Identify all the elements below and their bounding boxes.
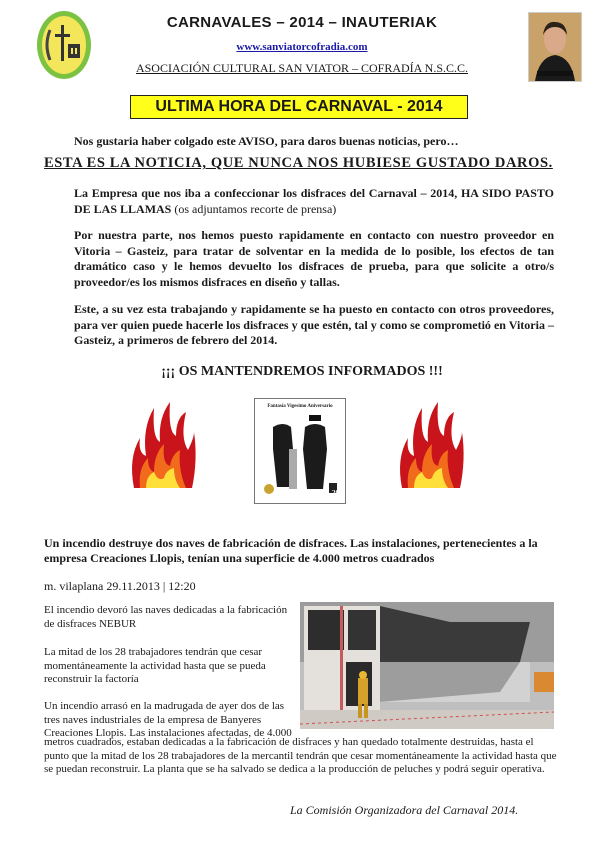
- flame-icon: [396, 398, 466, 490]
- paragraph-update: Este, a su vez esta trabajando y rapidamente se ha puesto en contacto con otros proveedores, para ver quien puede hacerle los disfraces y que estén, tal y como se comprometió en Vitoria – Gasteiz, a primeros de febrero del 2014.: [74, 302, 554, 347]
- website-link[interactable]: www.sanviatorcofradia.com: [236, 41, 368, 53]
- keep-informed-text: ¡¡¡ OS MANTENDREMOS INFORMADOS !!!: [161, 364, 443, 379]
- poster-number: 20: [332, 489, 339, 497]
- fire-damage-photo: [300, 602, 554, 729]
- portrait-photo: [528, 12, 582, 82]
- paragraph-fire-note: (os adjuntamos recorte de prensa): [171, 201, 337, 216]
- signature: La Comisión Organizadora del Carnaval 2014.: [290, 803, 519, 817]
- paragraph-fire-bold: La Empresa que nos iba a confeccionar los disfraces del Carnaval – 2014, HA SIDO PASTO DE LAS LLAMAS: [74, 186, 554, 216]
- costume-poster: [254, 398, 346, 504]
- news-headline: Un incendio destruye dos naves de fabricación de disfraces. Las instalaciones, pertenecientes a la empresa Creaciones Llopis, tenían una superficie de 4.000 metros cuadrados: [44, 536, 538, 565]
- intro-text: Nos gustaria haber colgado este AVISO, para daros buenas noticias, pero…: [74, 134, 459, 148]
- document-title: CARNAVALES – 2014 – INAUTERIAK: [166, 14, 438, 31]
- news-body-start: Un incendio arrasó en la madrugada de ayer dos de las tres naves industriales de la empresa de Banyeres Creaciones Llopis. Las instalaciones afectadas, de 4.000: [44, 700, 292, 739]
- paragraph-fire: [74, 186, 554, 217]
- news-summary-2: La mitad de los 28 trabajadores tendrán que cesar momentáneamente la actividad hasta que se pueda reconstruir la factoría: [44, 646, 266, 685]
- breaking-news-banner: ULTIMA HORA DEL CARNAVAL - 2014: [130, 95, 468, 119]
- association-name: ASOCIACIÓN CULTURAL SAN VIATOR – COFRADÍA N.S.C.C.: [135, 61, 469, 75]
- main-headline: ESTA ES LA NOTICIA, QUE NUNCA NOS HUBIESE GUSTADO DAROS.: [44, 155, 553, 171]
- news-body-continued: metros cuadrados, estaban dedicadas a la fabricación de disfraces y han quedado totalmente destruidas, hasta el punto que la mitad de los 28 trabajadores de la mercantil tendrán que cesar momentáneamente la actividad hasta que se puedan reconstruir. La planta que se ha salvado se dedica a la producción de peluches y podrá seguir operativa.: [44, 736, 557, 775]
- poster-title: Fantasía Vigesimo Aniversario: [267, 404, 333, 409]
- paragraph-supplier: Por nuestra parte, nos hemos puesto rapidamente en contacto con nuestro proveedor en Vitoria – Gasteiz, para tratar de solventar en la medida de lo posible, los efectos de tan dramático caso y le hemos devuelto los disfraces de prueba, para que solicite a otro/s proveedor/es los mismos disfraces en diseño y tallas.: [74, 228, 554, 289]
- news-byline: m. vilaplana 29.11.2013 | 12:20: [44, 579, 196, 593]
- news-summary-1: El incendio devoró las naves dedicadas a la fabricación de disfraces NEBUR: [44, 604, 288, 630]
- flame-icon: [128, 398, 198, 490]
